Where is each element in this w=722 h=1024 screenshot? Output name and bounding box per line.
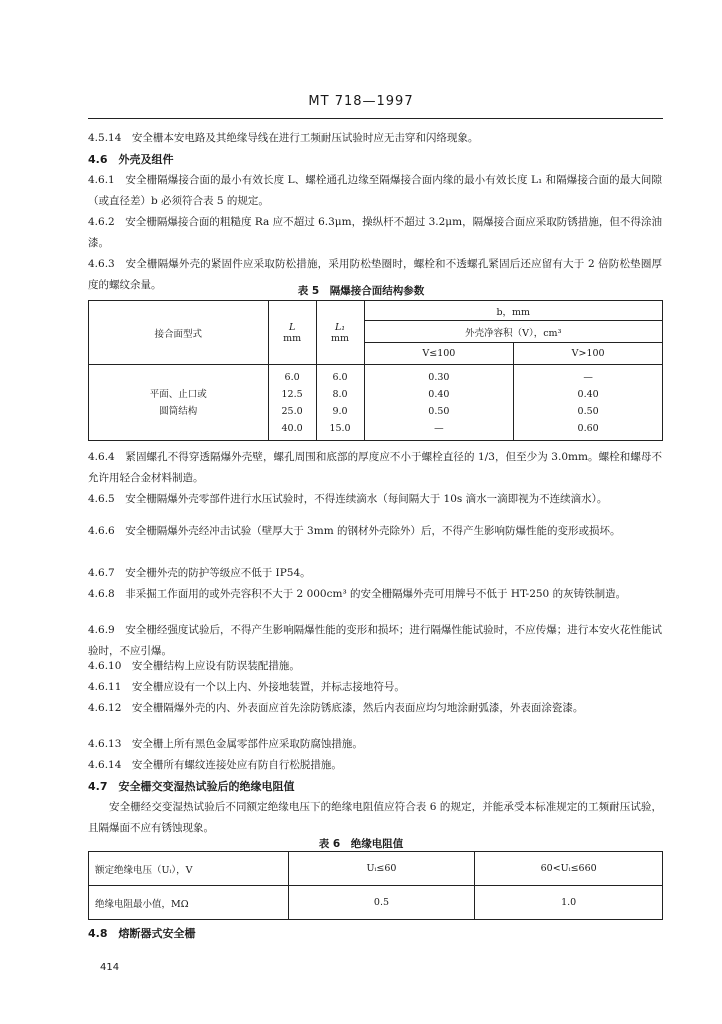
clause-4-6-8: 4.6.8 非采掘工作面用的或外壳容积不大于 2 000cm³ 的安全栅隔爆外壳可用牌号不低于 HT-250 的灰铸铁制造。 [88,588,627,600]
joint-form-cell [89,365,269,441]
b-value-v-large: 0.60 [577,422,599,434]
heading-4-6: 4.6 外壳及组件 [88,153,174,166]
col-header-L-symbol: L [288,321,296,333]
col-header-L1 [316,301,364,365]
rated-voltage-label: 额定绝缘电压（Uᵢ），V [89,852,289,886]
table-5-caption: 表 5 隔爆接合面结构参数 [297,285,425,297]
b-value-v-small: 0.50 [428,405,450,417]
b-value-v-small: 0.30 [428,371,450,383]
clause-4-6-1: 4.6.1 安全栅隔爆接合面的最小有效长度 L、螺栓通孔边缘至隔爆接合面内缘的最小有效长度 L₁ 和隔爆接合面的最大间隙（或直径差）b 必须符合表 5 的规定。 [88,174,662,207]
header-rule [88,118,663,119]
b-value-v-small: 0.40 [428,388,450,400]
col-header-v-large: V>100 [514,343,663,365]
heading-4-7: 4.7 安全栅交变湿热试验后的绝缘电阻值 [88,780,295,793]
L-value: 6.0 [284,371,300,383]
L-value: 40.0 [281,422,303,434]
L1-value: 15.0 [329,422,351,434]
L-values-cell [268,365,316,441]
col-header-v-small: V≤100 [364,343,514,365]
rated-voltage-low: Uᵢ≤60 [288,852,475,886]
clause-4-6-3: 4.6.3 安全栅隔爆外壳的紧固件应采取防松措施，采用防松垫圈时，螺栓和不透螺孔紧固后还应留有大于 2 倍防松垫圈厚度的螺纹余量。 [88,258,662,291]
clause-4-6-9: 4.6.9 安全栅经强度试验后，不得产生影响隔爆性能的变形和损坏；进行隔爆性能试验时，不应传爆；进行本安火花性能试验时，不应引爆。 [88,624,662,657]
min-resistance-low: 0.5 [288,886,475,920]
clause-4-6-14: 4.6.14 安全栅所有螺纹连接处应有防自行松脱措施。 [88,759,342,771]
min-resistance-label: 绝缘电阻最小值，MΩ [89,886,289,920]
col-header-joint-form: 接合面型式 [89,301,269,365]
standard-number-header: MT 718—1997 [308,94,414,109]
L1-values-cell [316,365,364,441]
clause-4-6-12: 4.6.12 安全栅隔爆外壳的内、外表面应首先涂防锈底漆，然后内表面应均匀地涂耐弧漆，外表面涂瓷漆。 [88,702,584,714]
clause-4-6-13: 4.6.13 安全栅上所有黑色金属零部件应采取防腐蚀措施。 [88,738,363,750]
L1-value: 8.0 [332,388,348,400]
page-number: 414 [100,962,120,973]
col-header-b: b，mm [364,301,663,321]
L-value: 12.5 [281,388,303,400]
clause-4-6-6: 4.6.6 安全栅隔爆外壳经冲击试验（壁厚大于 3mm 的钢材外壳除外）后，不得产生影响防爆性能的变形或损坏。 [88,525,621,537]
clause-4-7-body: 安全栅经交变湿热试验后不同额定绝缘电压下的绝缘电阻值应符合表 6 的规定，并能承受本标准规定的工频耐压试验，且隔爆面不应有锈蚀现象。 [88,801,662,834]
joint-form-line-1: 平面、止口或 [149,388,207,400]
v-large-values-cell [514,365,663,441]
clause-4-6-5: 4.6.5 安全栅隔爆外壳零部件进行水压试验时，不得连续滴水（每间隔大于 10s 滴水一滴即视为不连续滴水）。 [88,493,608,505]
clause-4-5-14: 4.5.14 安全栅本安电路及其绝缘导线在进行工频耐压试验时应无击穿和闪络现象。 [88,132,479,144]
L1-value: 9.0 [332,405,348,417]
b-value-v-large: 0.50 [577,405,599,417]
col-header-L1-symbol: L₁ [334,321,346,333]
clause-4-6-4: 4.6.4 紧固螺孔不得穿透隔爆外壳壁，螺孔周围和底部的厚度应不小于螺栓直径的 1/3，但至少为 3.0mm。螺栓和螺母不允许用轻合金材料制造。 [88,451,662,484]
clause-4-6-7: 4.6.7 安全栅外壳的防护等级应不低于 IP54。 [88,567,311,579]
table-6 [88,851,663,920]
clause-4-6-10: 4.6.10 安全栅结构上应设有防误装配措施。 [88,660,300,672]
col-header-L1-unit: mm [331,332,350,344]
b-value-v-small: — [434,422,444,434]
col-header-L [268,301,316,365]
L1-value: 6.0 [332,371,348,383]
clause-4-6-11: 4.6.11 安全栅应设有一个以上内、外接地装置，并标志接地符号。 [88,681,405,693]
joint-form-line-2: 圆筒结构 [159,405,198,417]
b-value-v-large: 0.40 [577,388,599,400]
col-header-L-unit: mm [283,332,302,344]
table-5 [88,300,663,441]
table-6-caption: 表 6 绝缘电阻值 [318,838,404,850]
heading-4-8: 4.8 熔断器式安全栅 [88,927,196,940]
b-value-v-large: — [583,371,593,383]
L-value: 25.0 [281,405,303,417]
col-header-volume: 外壳净容积（V），cm³ [364,321,663,343]
v-small-values-cell [364,365,514,441]
clause-4-6-2: 4.6.2 安全栅隔爆接合面的粗糙度 Ra 应不超过 6.3μm，操纵杆不超过 3.2μm，隔爆接合面应采取防锈措施，但不得涂油漆。 [88,216,662,249]
rated-voltage-high: 60<Uᵢ≤660 [475,852,663,886]
min-resistance-high: 1.0 [475,886,663,920]
